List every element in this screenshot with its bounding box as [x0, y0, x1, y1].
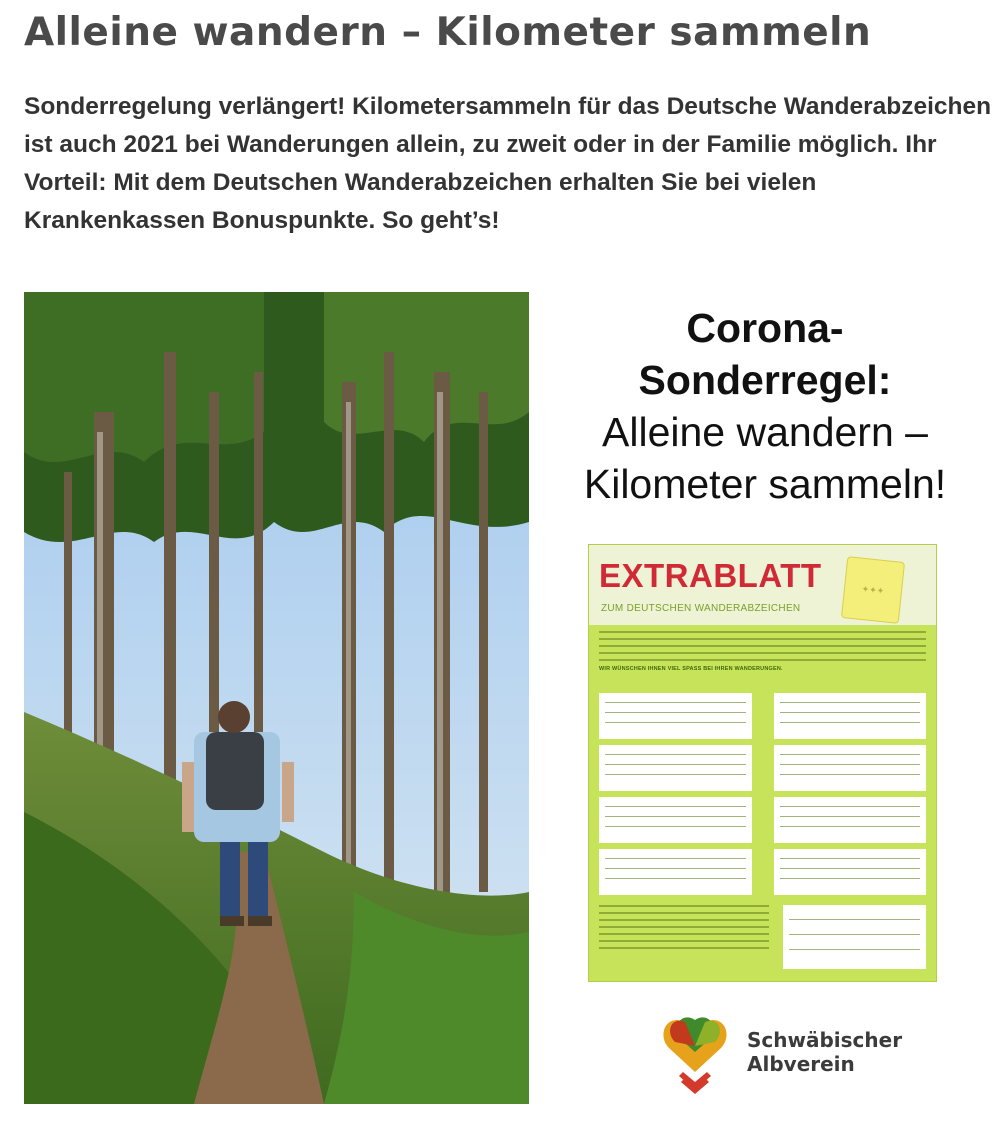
- log-card: [774, 849, 927, 895]
- logo-name-line-2: Albverein: [747, 1052, 855, 1076]
- flyer-text-line: [599, 652, 926, 654]
- flyer-title: EXTRABLATT: [599, 557, 822, 594]
- log-card: [774, 745, 927, 791]
- flyer-footer: [599, 905, 926, 973]
- flyer-intro: [599, 631, 926, 672]
- promo-panel: [530, 292, 1000, 1112]
- badge-icon: ✦✦✦: [841, 556, 905, 624]
- promo-heading-line-1: Corona-: [686, 305, 844, 351]
- logo-wordmark: [747, 1028, 902, 1076]
- promo-heading: [530, 302, 1000, 510]
- flyer-footer-text: [599, 905, 769, 954]
- logo-name-line-1: Schwäbischer: [747, 1028, 903, 1052]
- hiker-photo: [24, 292, 529, 1104]
- flyer-subtitle: ZUM DEUTSCHEN WANDERABZEICHEN: [601, 603, 801, 614]
- promo-heading-line-2: Sonderregel:: [638, 357, 892, 403]
- log-card: [599, 693, 752, 739]
- flyer-log-cards: [599, 693, 926, 895]
- flyer-text-line: [599, 631, 926, 633]
- flyer-text-line: [599, 659, 926, 661]
- article-lead: Sonderregelung verlängert! Kilometersammeln für das Deutsche Wanderabzeichen ist auch 2021 bei Wanderungen allein, zu zweit oder in der Familie möglich. Ihr Vorteil: Mit dem Deutschen Wanderabzeichen erhalten Sie bei vielen Krankenkassen Bonuspunkte. So geht’s!: [24, 93, 992, 234]
- flyer-signature-box: [783, 905, 926, 969]
- flyer-motto: WIR WÜNSCHEN IHNEN VIEL SPASS BEI IHREN WANDERUNGEN.: [599, 666, 783, 672]
- leaf-heart-icon: [655, 1002, 735, 1094]
- log-card: [599, 797, 752, 843]
- log-card: [774, 797, 927, 843]
- promo-heading-line-3: Alleine wandern –: [602, 409, 928, 455]
- flyer-text-line: [599, 638, 926, 640]
- article-title: Alleine wandern – Kilometer sammeln: [24, 10, 872, 55]
- log-card: [774, 693, 927, 739]
- log-card: [599, 849, 752, 895]
- promo-heading-line-4: Kilometer sammeln!: [583, 461, 947, 507]
- flyer-text-line: [599, 645, 926, 647]
- flyer-header: [589, 545, 936, 625]
- extrablatt-flyer: [588, 544, 937, 982]
- albverein-logo: [655, 1002, 903, 1094]
- log-card: [599, 745, 752, 791]
